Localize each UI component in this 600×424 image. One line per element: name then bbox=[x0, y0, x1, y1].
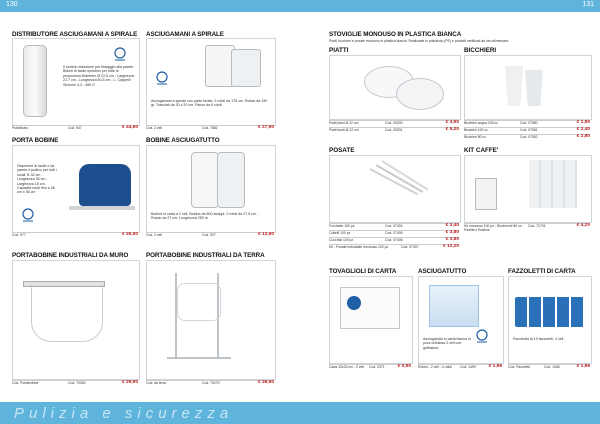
right-page-number: 131 bbox=[582, 1, 594, 8]
cup-illustration bbox=[505, 66, 523, 106]
product-card-piatti[interactable] bbox=[329, 55, 461, 120]
price: € 1,90 bbox=[576, 120, 590, 125]
price: € 5,20 bbox=[445, 127, 459, 132]
subsection-bicchieri: BICCHIERI bbox=[464, 47, 497, 54]
price-row-terra: Cod. da terra Cod. 70279 € 38,90 bbox=[146, 380, 274, 385]
product-card-posate[interactable] bbox=[329, 155, 461, 223]
price-row-fazzoletti: Cod. Pacchetti Cod. 1065 € 1,95 bbox=[508, 364, 590, 369]
rolls-pack-illustration bbox=[429, 285, 479, 327]
sugar-pack-illustration bbox=[475, 178, 497, 210]
price: € 0,90 bbox=[397, 364, 411, 369]
price: € 13,90 bbox=[257, 232, 274, 237]
price-row-bobine: Cod. 2 veli Cod. 927 € 13,90 bbox=[146, 232, 274, 237]
section-title-stoviglie: STOVIGLIE MONOUSO IN PLASTICA BIANCA bbox=[329, 31, 462, 38]
stand-base bbox=[167, 357, 231, 359]
price: € 3,80 bbox=[445, 230, 459, 235]
price: € 1,99 bbox=[488, 364, 502, 369]
price: € 29,90 bbox=[121, 380, 138, 385]
cups-stack-illustration bbox=[529, 160, 577, 208]
price-row-posate-2: Cucchiai 100 pz Cod. 07406 € 3,80 bbox=[329, 237, 459, 242]
footer-bar bbox=[0, 402, 600, 424]
product-card-fazzoletti[interactable] bbox=[508, 276, 592, 364]
plate-illustration bbox=[396, 78, 444, 110]
section-title-muro: PORTABOBINE INDUSTRIALI DA MURO bbox=[12, 252, 129, 259]
price: € 12,20 bbox=[442, 244, 459, 249]
product-description: Asciugamani a spirale con parte forata. 2 rotoli da 175 cm. Rotolo da 150 gr. Tranciati da 30 x 20 cm. Pacco da 6 rotoli bbox=[151, 99, 268, 108]
section-title-bobine: BOBINE ASCIUGATUTTO bbox=[146, 137, 220, 144]
price: € 1,95 bbox=[576, 364, 590, 369]
cup-illustration bbox=[525, 70, 543, 106]
brand-logo-icon bbox=[19, 208, 37, 224]
product-card-asciugatutto[interactable] bbox=[418, 276, 504, 364]
roll-illustration bbox=[231, 49, 261, 87]
section-title-tovaglioli: TOVAGLIOLI DI CARTA bbox=[329, 268, 397, 275]
product-card-bobine[interactable] bbox=[146, 145, 276, 233]
section-title-asciugatutto: ASCIUGATUTTO bbox=[418, 268, 467, 275]
section-title-fazzoletti: FAZZOLETTI DI CARTA bbox=[508, 268, 576, 275]
tissue-packs-illustration bbox=[515, 297, 585, 327]
product-description: Dispenser di facile e da parete e pratico per tutti i locali. B 32 cm - Lunghezza 35 cm - Larghezza 15 cm. Capacità rotoli fino a 28 cm x 36 cm bbox=[17, 164, 57, 195]
price-row-asciugatutto: Rotolo - 2 veli - 4 rotoli Cod. 1499 € 1,99 bbox=[418, 364, 502, 369]
price-row-bicchieri-1: Bicchieri 100 cc Cod. 07581 € 2,40 bbox=[464, 127, 590, 132]
subsection-piatti: PIATTI bbox=[329, 47, 349, 54]
product-card-tovaglioli[interactable] bbox=[329, 276, 413, 364]
product-description: Pacchetto di 10 fazzoletti, 4 veli bbox=[513, 337, 564, 341]
price-row-distributore: Pubblicato Cod. 547 € 44,90 bbox=[12, 125, 138, 130]
price: € 38,90 bbox=[257, 380, 274, 385]
price-row-tovaglioli: Carta 33x33 cm - 2 veli Cod. 2071 € 0,90 bbox=[329, 364, 411, 369]
section-title-porta-bobine: PORTA BOBINE bbox=[12, 137, 59, 144]
price-row-kit: Kit monouso 100 pz - Bicchierini 80 cc - Palette e Bustine Cod. 71791 € 4,20 bbox=[464, 223, 590, 232]
section-title-distributore: DISTRIBUTORE ASCIUGAMANI A SPIRALE bbox=[12, 31, 138, 38]
price-row-piatti-1: Piatti fondi Ø 22 cm Cod. 09201 € 5,20 bbox=[329, 127, 459, 132]
section-title-terra: PORTABOBINE INDUSTRIALI DA TERRA bbox=[146, 252, 265, 259]
product-card-bicchieri[interactable] bbox=[464, 55, 592, 120]
footer-title: Pulizia e sicurezza bbox=[14, 405, 234, 422]
price: € 3,80 bbox=[445, 237, 459, 242]
floor-holder-illustration bbox=[177, 283, 221, 321]
product-description: Bobine in carta a 2 veli. Bobina da 800 strappi. 2 rotoli da 27,5 cm - Rotolo da 27 cm. Lunghezza 250 m bbox=[151, 212, 259, 221]
price: € 4,90 bbox=[445, 120, 459, 125]
price-row-posate-1: Coltelli 100 pz Cod. 07405 € 3,80 bbox=[329, 230, 459, 235]
product-card-kit-caffe[interactable] bbox=[464, 155, 592, 223]
price-row-bicchieri-0: Bicchieri acqua 200 cc Cod. 07580 € 1,90 bbox=[464, 120, 590, 125]
top-bar bbox=[0, 0, 600, 12]
price-row-posate-0: Forchette 100 pz Cod. 07404 € 3,40 bbox=[329, 223, 459, 228]
product-card-distributore[interactable] bbox=[12, 38, 140, 126]
bobina-illustration bbox=[191, 152, 219, 208]
price: € 2,40 bbox=[576, 127, 590, 132]
section-title-asciugamani: ASCIUGAMANI A SPIRALE bbox=[146, 31, 224, 38]
price: € 27,90 bbox=[257, 125, 274, 130]
wall-holder-illustration bbox=[31, 285, 103, 342]
product-card-porta-bobine[interactable] bbox=[12, 145, 140, 233]
product-card-asciugamani[interactable] bbox=[146, 38, 276, 126]
brand-logo-icon bbox=[153, 71, 171, 87]
price-row-posate-3: Kit - Posate imbustate monouso 100 pz Cod. 07407 € 12,20 bbox=[329, 244, 459, 249]
subsection-kit-caffe: KIT CAFFE' bbox=[464, 147, 499, 154]
product-description: Asciugatutto in carta bianca in pura cellulosa 2 veli con goffratura bbox=[423, 337, 471, 350]
price: € 26,90 bbox=[121, 232, 138, 237]
napkin-pack-illustration bbox=[340, 287, 400, 329]
bobine-holder-illustration bbox=[79, 164, 131, 206]
product-card-terra[interactable] bbox=[146, 260, 276, 380]
brand-logo-icon bbox=[111, 47, 129, 63]
brand-logo-icon bbox=[473, 329, 491, 345]
price: € 3,40 bbox=[445, 223, 459, 228]
stoviglie-subtitle: Piatti, bicchieri e posate monouso in plastica bianca. Realizzate in polistirolo (PS) e prodotti certificati ad uso alimentare. bbox=[329, 39, 510, 43]
knife-illustration bbox=[376, 164, 424, 193]
fork-illustration bbox=[370, 168, 419, 195]
price: € 44,90 bbox=[121, 125, 138, 130]
subsection-posate: POSATE bbox=[329, 147, 355, 154]
product-card-muro[interactable] bbox=[12, 260, 140, 380]
price-row-muro: Cod. Portabobine Cod. 70280 € 29,90 bbox=[12, 380, 138, 385]
price: € 4,20 bbox=[576, 223, 590, 228]
price-row-bicchieri-2: Bicchieri 80 cc Cod. 07582 € 2,80 bbox=[464, 134, 590, 139]
bobina-illustration bbox=[217, 152, 245, 208]
price: € 2,80 bbox=[576, 134, 590, 139]
price-row-piatti-0: Piatti piani Ø 22 cm Cod. 09200 € 4,90 bbox=[329, 120, 459, 125]
product-description: Il serie/in dotazione per fissaggio alla parete. Bidoni di facile ripristino per tutte le proporzioni.Diametro Ø 22,5 cm - Larghezza 22,7 cm - Lunghezza 60,5 cm - L. Cappelli Sezione 4,3 - 480 G bbox=[63, 65, 135, 87]
price-row-porta-bobine: Cod. 977 € 26,90 bbox=[12, 232, 138, 237]
left-page-number: 130 bbox=[6, 1, 18, 8]
holder-base bbox=[69, 206, 135, 210]
dispenser-illustration bbox=[23, 45, 47, 117]
price-row-asciugamani: Cod. 2 veli Cod. 7882 € 27,90 bbox=[146, 125, 274, 130]
